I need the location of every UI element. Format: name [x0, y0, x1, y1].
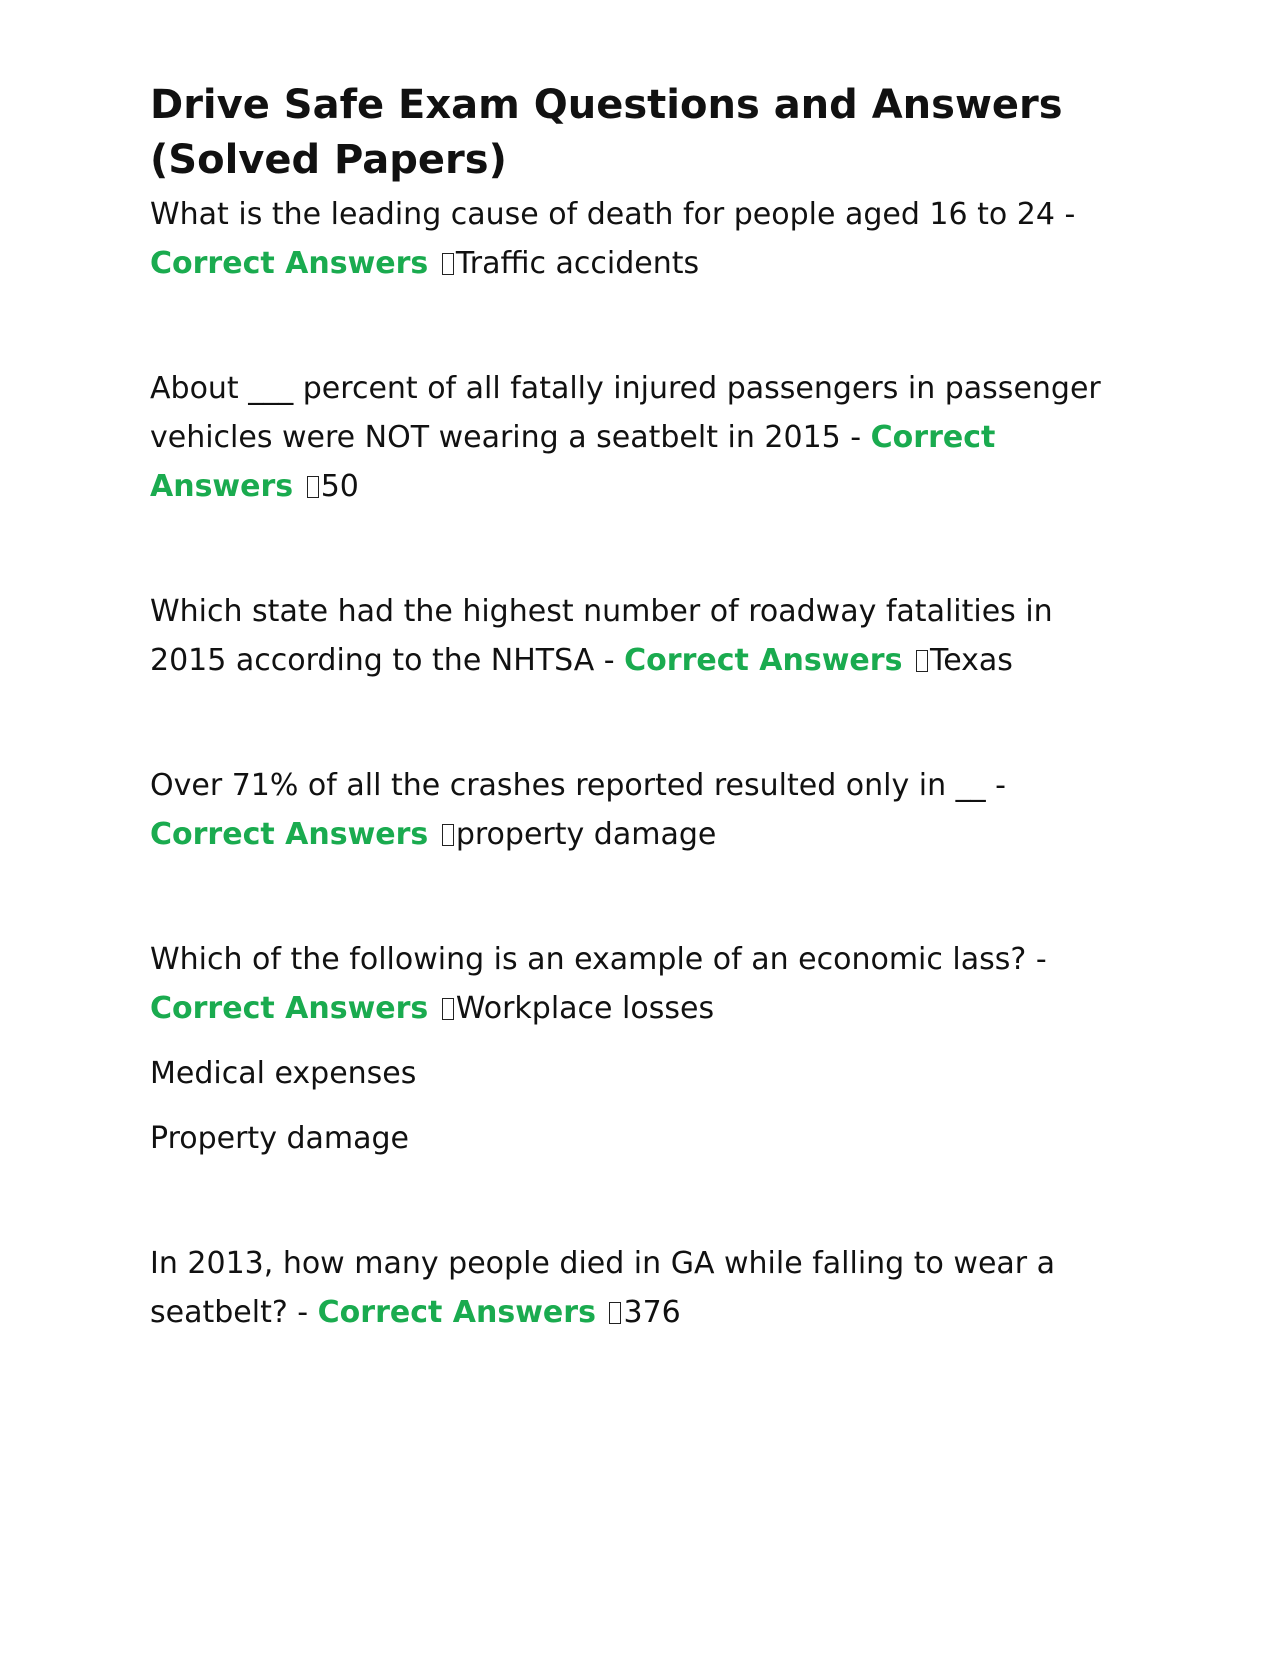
answer-text: property damage	[455, 817, 717, 852]
correct-answers-label: Correct Answers	[150, 420, 996, 504]
missing-glyph-icon	[442, 253, 454, 275]
question-text: Which state had the highest number of roadway fatalities in 2015 according to the NHTSA -	[150, 594, 1053, 678]
correct-answers-label: Correct Answers	[150, 246, 429, 281]
qa-text	[150, 587, 1130, 685]
qa-list	[150, 190, 1130, 1337]
answer-text: Texas	[929, 643, 1013, 678]
correct-answers-label: Correct Answers	[317, 1295, 596, 1330]
qa-item	[150, 587, 1130, 685]
qa-item	[150, 761, 1130, 859]
qa-text	[150, 761, 1130, 859]
missing-glyph-icon	[609, 1302, 621, 1324]
qa-text	[150, 190, 1130, 288]
document-title: Drive Safe Exam Questions and Answers (Solved Papers)	[150, 82, 1063, 183]
question-text: Which of the following is an example of an economic lass? -	[150, 942, 1047, 977]
missing-glyph-icon	[307, 476, 319, 498]
missing-glyph-icon	[442, 824, 454, 846]
answer-text: Traffic accidents	[455, 246, 700, 281]
qa-text	[150, 1239, 1130, 1337]
missing-glyph-icon	[442, 998, 454, 1020]
qa-item	[150, 364, 1130, 511]
missing-glyph-icon	[916, 650, 928, 672]
document-page	[150, 78, 1130, 1337]
qa-text	[150, 364, 1130, 511]
correct-answers-label: Correct Answers	[150, 817, 429, 852]
answer-text: 50	[320, 469, 359, 504]
correct-answers-label: Correct Answers	[624, 643, 903, 678]
correct-answers-label: Correct Answers	[150, 991, 429, 1026]
qa-item	[150, 190, 1130, 288]
question-text: About ___ percent of all fatally injured passengers in passenger vehicles were NOT wearing a seatbelt in 2015 -	[150, 371, 1101, 455]
qa-text	[150, 935, 1130, 1033]
answer-extra-line: Medical expenses	[150, 1056, 417, 1091]
question-text: Over 71% of all the crashes reported resulted only in __ -	[150, 768, 1007, 803]
qa-item	[150, 935, 1130, 1163]
question-text: In 2013, how many people died in GA while falling to wear a seatbelt? -	[150, 1246, 1056, 1330]
answer-extra-line: Property damage	[150, 1121, 410, 1156]
question-text: What is the leading cause of death for people aged 16 to 24 -	[150, 197, 1076, 232]
qa-item	[150, 1239, 1130, 1337]
answer-text: 376	[623, 1295, 681, 1330]
answer-text: Workplace losses	[455, 991, 715, 1026]
